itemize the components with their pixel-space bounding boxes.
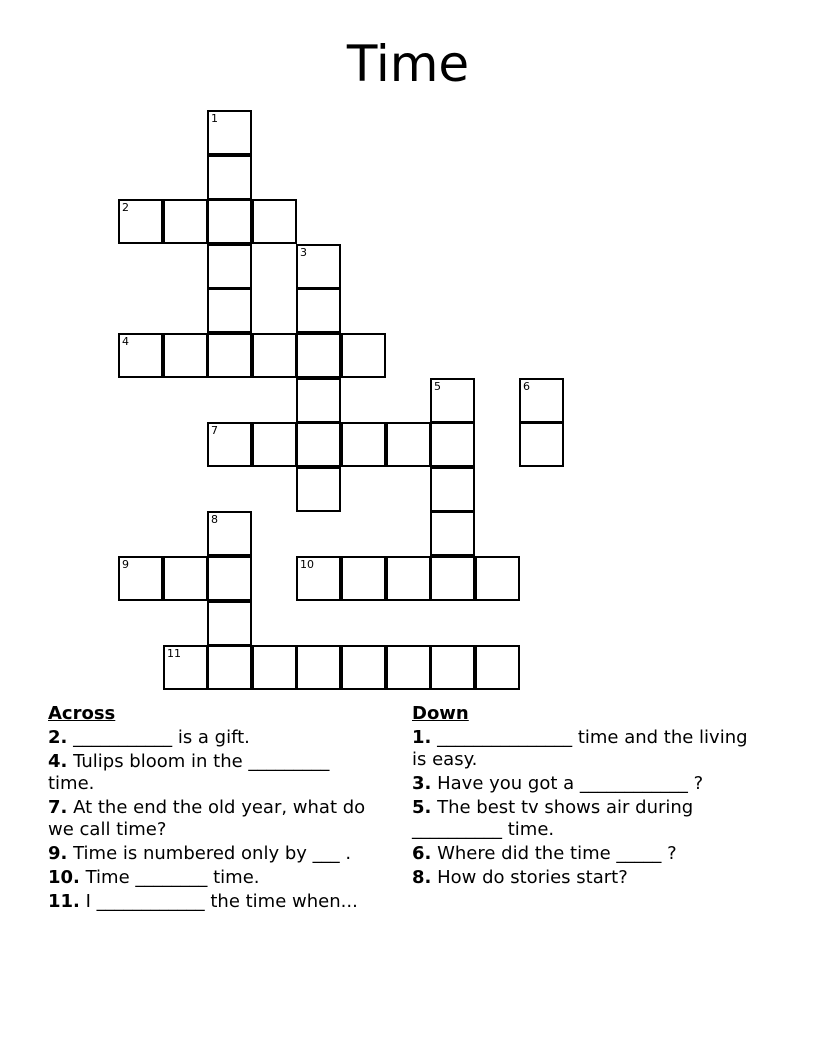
clue-number-label: 7. [48, 797, 68, 818]
clue-text: Where did the time _____ ? [431, 843, 677, 864]
clue-number: 9 [122, 558, 129, 571]
across-clues [48, 703, 378, 915]
clue-number-label: 6. [412, 843, 432, 864]
clue-number-label: 11. [48, 891, 80, 912]
clue-number-label: 1. [412, 727, 432, 748]
grid-cell[interactable] [296, 288, 341, 333]
grid-cell[interactable] [296, 645, 341, 690]
grid-cell[interactable] [519, 422, 564, 467]
clue-number-label: 9. [48, 843, 68, 864]
grid-cell[interactable] [207, 199, 252, 244]
grid-cell[interactable] [252, 199, 297, 244]
grid-cell[interactable] [341, 645, 386, 690]
clue-text: How do stories start? [431, 867, 628, 888]
grid-cell[interactable] [475, 645, 520, 690]
clue-number: 7 [211, 424, 218, 437]
clue-text: Tulips bloom in the _________ time. [48, 751, 330, 794]
grid-cell[interactable] [296, 422, 341, 467]
across-clue [48, 843, 378, 865]
grid-cell[interactable] [519, 378, 564, 423]
grid-cell[interactable] [207, 110, 252, 155]
grid-cell[interactable] [207, 333, 252, 378]
across-clue [48, 797, 378, 841]
clue-text: I ____________ the time when... [79, 891, 358, 912]
grid-cell[interactable] [430, 422, 475, 467]
grid-cell[interactable] [118, 333, 163, 378]
grid-cell[interactable] [163, 199, 208, 244]
grid-cell[interactable] [207, 155, 252, 200]
grid-cell[interactable] [296, 333, 341, 378]
clue-text: Time is numbered only by ___ . [67, 843, 352, 864]
across-clue-list [48, 727, 378, 913]
clue-text: The best tv shows air during __________ time. [412, 797, 694, 840]
clue-number-label: 8. [412, 867, 432, 888]
across-heading: Across [48, 703, 116, 724]
grid-cell[interactable] [207, 601, 252, 646]
grid-cell[interactable] [118, 556, 163, 601]
across-clue [48, 867, 378, 889]
grid-cell[interactable] [430, 378, 475, 423]
grid-cell[interactable] [296, 467, 341, 512]
puzzle-title: Time [346, 35, 470, 93]
grid-cell[interactable] [207, 244, 252, 289]
clue-text: ___________ is a gift. [67, 727, 250, 748]
down-clue [412, 727, 752, 771]
grid-cell[interactable] [118, 199, 163, 244]
grid-cell[interactable] [341, 333, 386, 378]
clue-text: Time ________ time. [79, 867, 260, 888]
grid-cell[interactable] [252, 422, 297, 467]
clue-number-label: 5. [412, 797, 432, 818]
grid-cell[interactable] [296, 244, 341, 289]
clue-text: _______________ time and the living is easy. [412, 727, 748, 770]
grid-cell[interactable] [386, 422, 431, 467]
grid-cell[interactable] [207, 556, 252, 601]
grid-cell[interactable] [252, 333, 297, 378]
clue-number-label: 2. [48, 727, 68, 748]
grid-cell[interactable] [341, 556, 386, 601]
grid-cell[interactable] [341, 422, 386, 467]
grid-cell[interactable] [296, 378, 341, 423]
down-clue [412, 773, 752, 795]
clue-number: 10 [300, 558, 314, 571]
clue-number-label: 10. [48, 867, 80, 888]
down-clues [412, 703, 752, 891]
clue-number: 6 [523, 380, 530, 393]
down-clue [412, 867, 752, 889]
grid-cell[interactable] [430, 645, 475, 690]
clue-number: 5 [434, 380, 441, 393]
across-clue [48, 751, 378, 795]
down-clue [412, 843, 752, 865]
grid-cell[interactable] [252, 645, 297, 690]
clue-number: 11 [167, 647, 181, 660]
down-clue-list [412, 727, 752, 889]
grid-cell[interactable] [163, 333, 208, 378]
across-clue [48, 891, 378, 913]
grid-cell[interactable] [386, 645, 431, 690]
grid-cell[interactable] [207, 288, 252, 333]
grid-cell[interactable] [475, 556, 520, 601]
clue-number: 1 [211, 112, 218, 125]
grid-cell[interactable] [163, 645, 208, 690]
clue-number: 3 [300, 246, 307, 259]
grid-cell[interactable] [207, 422, 252, 467]
clue-text: Have you got a ____________ ? [431, 773, 704, 794]
grid-cell[interactable] [430, 467, 475, 512]
grid-cell[interactable] [296, 556, 341, 601]
clue-number: 8 [211, 513, 218, 526]
clue-number-label: 3. [412, 773, 432, 794]
across-clue [48, 727, 378, 749]
grid-cell[interactable] [207, 511, 252, 556]
grid-cell[interactable] [386, 556, 431, 601]
grid-cell[interactable] [207, 645, 252, 690]
grid-cell[interactable] [430, 511, 475, 556]
clue-number: 2 [122, 201, 129, 214]
grid-cell[interactable] [163, 556, 208, 601]
down-clue [412, 797, 752, 841]
clue-text: At the end the old year, what do we call time? [48, 797, 366, 840]
down-heading: Down [412, 703, 469, 724]
clue-number: 4 [122, 335, 129, 348]
clue-number-label: 4. [48, 751, 68, 772]
grid-cell[interactable] [430, 556, 475, 601]
